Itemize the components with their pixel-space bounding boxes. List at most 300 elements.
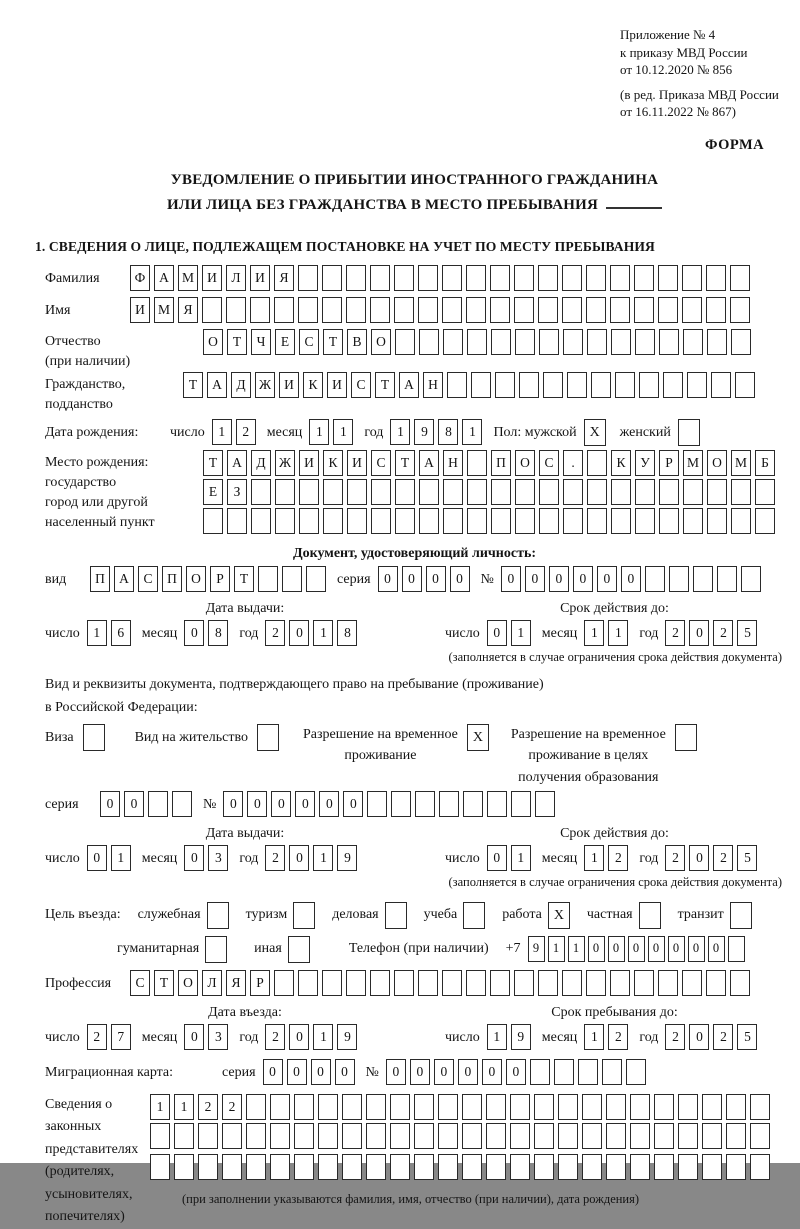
- char-cell[interactable]: [538, 297, 558, 323]
- char-cell[interactable]: Ф: [130, 265, 150, 291]
- char-cell[interactable]: С: [138, 566, 158, 592]
- edu-permit-checkbox[interactable]: [675, 724, 697, 751]
- char-cell[interactable]: [322, 265, 342, 291]
- char-cell[interactable]: 2: [713, 620, 733, 646]
- char-cell[interactable]: 0: [100, 791, 120, 817]
- humanitarian-checkbox[interactable]: [205, 936, 227, 963]
- char-cell[interactable]: П: [162, 566, 182, 592]
- char-cell[interactable]: О: [371, 329, 391, 355]
- char-cell[interactable]: [174, 1123, 194, 1149]
- char-cell[interactable]: [258, 566, 278, 592]
- char-cell[interactable]: [390, 1123, 410, 1149]
- char-cell[interactable]: 0: [501, 566, 521, 592]
- char-cell[interactable]: [563, 508, 583, 534]
- char-cell[interactable]: 0: [597, 566, 617, 592]
- char-cell[interactable]: О: [186, 566, 206, 592]
- char-cell[interactable]: [578, 1059, 598, 1085]
- char-cell[interactable]: [490, 970, 510, 996]
- char-cell[interactable]: 0: [343, 791, 363, 817]
- char-cell[interactable]: [606, 1123, 626, 1149]
- char-cell[interactable]: [323, 479, 343, 505]
- char-cell[interactable]: [538, 265, 558, 291]
- char-cell[interactable]: 3: [208, 1024, 228, 1050]
- char-cell[interactable]: О: [178, 970, 198, 996]
- char-cell[interactable]: [730, 297, 750, 323]
- char-cell[interactable]: А: [227, 450, 247, 476]
- char-cell[interactable]: 2: [665, 845, 685, 871]
- char-cell[interactable]: О: [203, 329, 223, 355]
- char-cell[interactable]: [491, 508, 511, 534]
- char-cell[interactable]: [203, 508, 223, 534]
- char-cell[interactable]: [250, 297, 270, 323]
- char-cell[interactable]: [630, 1154, 650, 1180]
- char-cell[interactable]: 0: [608, 936, 625, 962]
- char-cell[interactable]: [702, 1094, 722, 1120]
- char-cell[interactable]: [275, 479, 295, 505]
- char-cell[interactable]: [510, 1094, 530, 1120]
- char-cell[interactable]: Л: [202, 970, 222, 996]
- char-cell[interactable]: 0: [628, 936, 645, 962]
- char-cell[interactable]: [717, 566, 737, 592]
- transit-checkbox[interactable]: [730, 902, 752, 929]
- char-cell[interactable]: 0: [482, 1059, 502, 1085]
- char-cell[interactable]: Е: [203, 479, 223, 505]
- char-cell[interactable]: [538, 970, 558, 996]
- char-cell[interactable]: [731, 479, 751, 505]
- char-cell[interactable]: А: [154, 265, 174, 291]
- char-cell[interactable]: 1: [584, 845, 604, 871]
- char-cell[interactable]: Ч: [251, 329, 271, 355]
- char-cell[interactable]: 0: [588, 936, 605, 962]
- char-cell[interactable]: [586, 265, 606, 291]
- char-cell[interactable]: [439, 791, 459, 817]
- char-cell[interactable]: [582, 1094, 602, 1120]
- char-cell[interactable]: [270, 1094, 290, 1120]
- char-cell[interactable]: 0: [271, 791, 291, 817]
- char-cell[interactable]: [394, 297, 414, 323]
- char-cell[interactable]: [539, 479, 559, 505]
- char-cell[interactable]: 1: [548, 936, 565, 962]
- char-cell[interactable]: 5: [737, 845, 757, 871]
- char-cell[interactable]: [172, 791, 192, 817]
- char-cell[interactable]: [678, 1154, 698, 1180]
- char-cell[interactable]: И: [250, 265, 270, 291]
- char-cell[interactable]: 8: [337, 620, 357, 646]
- char-cell[interactable]: Т: [395, 450, 415, 476]
- char-cell[interactable]: [706, 970, 726, 996]
- char-cell[interactable]: Н: [423, 372, 443, 398]
- char-cell[interactable]: [587, 508, 607, 534]
- char-cell[interactable]: [495, 372, 515, 398]
- char-cell[interactable]: [750, 1123, 770, 1149]
- char-cell[interactable]: [755, 508, 775, 534]
- char-cell[interactable]: [658, 265, 678, 291]
- char-cell[interactable]: Б: [755, 450, 775, 476]
- char-cell[interactable]: [471, 372, 491, 398]
- char-cell[interactable]: [222, 1154, 242, 1180]
- char-cell[interactable]: Я: [274, 265, 294, 291]
- char-cell[interactable]: 2: [222, 1094, 242, 1120]
- char-cell[interactable]: [419, 479, 439, 505]
- char-cell[interactable]: 0: [525, 566, 545, 592]
- char-cell[interactable]: [370, 265, 390, 291]
- char-cell[interactable]: [587, 450, 607, 476]
- char-cell[interactable]: [639, 372, 659, 398]
- char-cell[interactable]: [731, 508, 751, 534]
- other-checkbox[interactable]: [288, 936, 310, 963]
- char-cell[interactable]: [615, 372, 635, 398]
- char-cell[interactable]: [414, 1094, 434, 1120]
- char-cell[interactable]: [711, 372, 731, 398]
- char-cell[interactable]: 0: [295, 791, 315, 817]
- char-cell[interactable]: [275, 508, 295, 534]
- char-cell[interactable]: [366, 1094, 386, 1120]
- char-cell[interactable]: 9: [511, 1024, 531, 1050]
- char-cell[interactable]: Е: [275, 329, 295, 355]
- char-cell[interactable]: [755, 479, 775, 505]
- char-cell[interactable]: 0: [410, 1059, 430, 1085]
- char-cell[interactable]: [491, 329, 511, 355]
- char-cell[interactable]: С: [130, 970, 150, 996]
- char-cell[interactable]: [318, 1123, 338, 1149]
- char-cell[interactable]: 1: [313, 845, 333, 871]
- char-cell[interactable]: [611, 479, 631, 505]
- char-cell[interactable]: [658, 970, 678, 996]
- char-cell[interactable]: 1: [111, 845, 131, 871]
- char-cell[interactable]: [726, 1154, 746, 1180]
- char-cell[interactable]: 2: [87, 1024, 107, 1050]
- char-cell[interactable]: 0: [708, 936, 725, 962]
- char-cell[interactable]: [490, 297, 510, 323]
- char-cell[interactable]: [467, 508, 487, 534]
- char-cell[interactable]: К: [323, 450, 343, 476]
- char-cell[interactable]: 0: [386, 1059, 406, 1085]
- char-cell[interactable]: 0: [335, 1059, 355, 1085]
- char-cell[interactable]: М: [731, 450, 751, 476]
- char-cell[interactable]: [366, 1154, 386, 1180]
- char-cell[interactable]: [682, 297, 702, 323]
- char-cell[interactable]: И: [347, 450, 367, 476]
- char-cell[interactable]: [514, 265, 534, 291]
- char-cell[interactable]: 8: [438, 419, 458, 445]
- char-cell[interactable]: Ж: [275, 450, 295, 476]
- char-cell[interactable]: 1: [87, 620, 107, 646]
- char-cell[interactable]: [634, 970, 654, 996]
- char-cell[interactable]: 1: [390, 419, 410, 445]
- char-cell[interactable]: [683, 329, 703, 355]
- char-cell[interactable]: [274, 297, 294, 323]
- char-cell[interactable]: 1: [608, 620, 628, 646]
- char-cell[interactable]: [198, 1123, 218, 1149]
- char-cell[interactable]: Я: [178, 297, 198, 323]
- char-cell[interactable]: [462, 1154, 482, 1180]
- char-cell[interactable]: [246, 1123, 266, 1149]
- char-cell[interactable]: 0: [426, 566, 446, 592]
- char-cell[interactable]: 0: [434, 1059, 454, 1085]
- char-cell[interactable]: [706, 265, 726, 291]
- char-cell[interactable]: [395, 479, 415, 505]
- char-cell[interactable]: [274, 970, 294, 996]
- char-cell[interactable]: [419, 508, 439, 534]
- char-cell[interactable]: 2: [265, 620, 285, 646]
- char-cell[interactable]: [611, 329, 631, 355]
- char-cell[interactable]: [150, 1154, 170, 1180]
- char-cell[interactable]: [486, 1123, 506, 1149]
- char-cell[interactable]: [394, 265, 414, 291]
- char-cell[interactable]: 1: [511, 620, 531, 646]
- char-cell[interactable]: [443, 508, 463, 534]
- char-cell[interactable]: Р: [659, 450, 679, 476]
- char-cell[interactable]: [395, 508, 415, 534]
- char-cell[interactable]: [602, 1059, 622, 1085]
- char-cell[interactable]: [678, 1123, 698, 1149]
- char-cell[interactable]: 0: [689, 845, 709, 871]
- char-cell[interactable]: [346, 265, 366, 291]
- char-cell[interactable]: [294, 1154, 314, 1180]
- char-cell[interactable]: 0: [648, 936, 665, 962]
- char-cell[interactable]: [443, 329, 463, 355]
- char-cell[interactable]: [148, 791, 168, 817]
- char-cell[interactable]: 0: [124, 791, 144, 817]
- char-cell[interactable]: 0: [487, 845, 507, 871]
- char-cell[interactable]: [418, 297, 438, 323]
- char-cell[interactable]: [438, 1123, 458, 1149]
- char-cell[interactable]: [370, 297, 390, 323]
- char-cell[interactable]: Т: [234, 566, 254, 592]
- char-cell[interactable]: [682, 970, 702, 996]
- char-cell[interactable]: [371, 479, 391, 505]
- char-cell[interactable]: [563, 479, 583, 505]
- char-cell[interactable]: [226, 297, 246, 323]
- char-cell[interactable]: Т: [183, 372, 203, 398]
- char-cell[interactable]: [543, 372, 563, 398]
- char-cell[interactable]: [514, 970, 534, 996]
- char-cell[interactable]: 2: [265, 845, 285, 871]
- char-cell[interactable]: С: [299, 329, 319, 355]
- char-cell[interactable]: [466, 297, 486, 323]
- residence-permit-checkbox[interactable]: [257, 724, 279, 751]
- char-cell[interactable]: [150, 1123, 170, 1149]
- char-cell[interactable]: З: [227, 479, 247, 505]
- char-cell[interactable]: [299, 508, 319, 534]
- char-cell[interactable]: [347, 508, 367, 534]
- char-cell[interactable]: [587, 479, 607, 505]
- char-cell[interactable]: [202, 297, 222, 323]
- char-cell[interactable]: [467, 329, 487, 355]
- char-cell[interactable]: [366, 1123, 386, 1149]
- char-cell[interactable]: Т: [227, 329, 247, 355]
- char-cell[interactable]: Д: [251, 450, 271, 476]
- char-cell[interactable]: [630, 1123, 650, 1149]
- char-cell[interactable]: К: [611, 450, 631, 476]
- char-cell[interactable]: [728, 936, 745, 962]
- char-cell[interactable]: [534, 1123, 554, 1149]
- char-cell[interactable]: [687, 372, 707, 398]
- char-cell[interactable]: А: [207, 372, 227, 398]
- char-cell[interactable]: И: [299, 450, 319, 476]
- char-cell[interactable]: 2: [713, 1024, 733, 1050]
- sex-female-checkbox[interactable]: [678, 419, 700, 446]
- char-cell[interactable]: [298, 970, 318, 996]
- business-checkbox[interactable]: [385, 902, 407, 929]
- char-cell[interactable]: [634, 265, 654, 291]
- char-cell[interactable]: [683, 508, 703, 534]
- char-cell[interactable]: [611, 508, 631, 534]
- char-cell[interactable]: 0: [184, 1024, 204, 1050]
- char-cell[interactable]: 1: [313, 620, 333, 646]
- char-cell[interactable]: 1: [584, 620, 604, 646]
- char-cell[interactable]: 0: [247, 791, 267, 817]
- char-cell[interactable]: 5: [737, 620, 757, 646]
- char-cell[interactable]: П: [90, 566, 110, 592]
- char-cell[interactable]: 0: [450, 566, 470, 592]
- char-cell[interactable]: [342, 1094, 362, 1120]
- char-cell[interactable]: [730, 970, 750, 996]
- char-cell[interactable]: Л: [226, 265, 246, 291]
- char-cell[interactable]: [558, 1154, 578, 1180]
- char-cell[interactable]: [654, 1094, 674, 1120]
- char-cell[interactable]: В: [347, 329, 367, 355]
- char-cell[interactable]: [227, 508, 247, 534]
- char-cell[interactable]: [562, 265, 582, 291]
- char-cell[interactable]: [299, 479, 319, 505]
- char-cell[interactable]: [347, 479, 367, 505]
- char-cell[interactable]: 1: [568, 936, 585, 962]
- char-cell[interactable]: [630, 1094, 650, 1120]
- char-cell[interactable]: 1: [511, 845, 531, 871]
- char-cell[interactable]: [390, 1094, 410, 1120]
- char-cell[interactable]: [222, 1123, 242, 1149]
- char-cell[interactable]: [511, 791, 531, 817]
- char-cell[interactable]: [462, 1123, 482, 1149]
- char-cell[interactable]: [367, 791, 387, 817]
- char-cell[interactable]: [678, 1094, 698, 1120]
- char-cell[interactable]: [514, 297, 534, 323]
- char-cell[interactable]: [294, 1094, 314, 1120]
- study-checkbox[interactable]: [463, 902, 485, 929]
- char-cell[interactable]: [562, 970, 582, 996]
- char-cell[interactable]: [515, 508, 535, 534]
- char-cell[interactable]: [391, 791, 411, 817]
- char-cell[interactable]: 0: [688, 936, 705, 962]
- char-cell[interactable]: [306, 566, 326, 592]
- char-cell[interactable]: А: [419, 450, 439, 476]
- char-cell[interactable]: [443, 479, 463, 505]
- char-cell[interactable]: [491, 479, 511, 505]
- char-cell[interactable]: [558, 1123, 578, 1149]
- char-cell[interactable]: Т: [154, 970, 174, 996]
- char-cell[interactable]: [567, 372, 587, 398]
- char-cell[interactable]: [246, 1154, 266, 1180]
- char-cell[interactable]: С: [351, 372, 371, 398]
- char-cell[interactable]: [534, 1154, 554, 1180]
- char-cell[interactable]: 0: [549, 566, 569, 592]
- tourism-checkbox[interactable]: [293, 902, 315, 929]
- char-cell[interactable]: [606, 1154, 626, 1180]
- char-cell[interactable]: 9: [414, 419, 434, 445]
- char-cell[interactable]: [707, 508, 727, 534]
- char-cell[interactable]: [466, 265, 486, 291]
- char-cell[interactable]: М: [683, 450, 703, 476]
- char-cell[interactable]: [731, 329, 751, 355]
- char-cell[interactable]: 2: [665, 1024, 685, 1050]
- char-cell[interactable]: 1: [462, 419, 482, 445]
- char-cell[interactable]: 0: [506, 1059, 526, 1085]
- char-cell[interactable]: 0: [263, 1059, 283, 1085]
- char-cell[interactable]: 9: [337, 845, 357, 871]
- char-cell[interactable]: 0: [223, 791, 243, 817]
- char-cell[interactable]: [702, 1123, 722, 1149]
- char-cell[interactable]: [582, 1154, 602, 1180]
- work-checkbox[interactable]: X: [548, 902, 570, 929]
- char-cell[interactable]: [563, 329, 583, 355]
- char-cell[interactable]: [659, 329, 679, 355]
- char-cell[interactable]: [370, 970, 390, 996]
- char-cell[interactable]: [707, 479, 727, 505]
- char-cell[interactable]: [539, 329, 559, 355]
- char-cell[interactable]: 0: [289, 620, 309, 646]
- char-cell[interactable]: 1: [584, 1024, 604, 1050]
- char-cell[interactable]: И: [279, 372, 299, 398]
- char-cell[interactable]: [463, 791, 483, 817]
- char-cell[interactable]: [442, 265, 462, 291]
- char-cell[interactable]: [750, 1154, 770, 1180]
- char-cell[interactable]: К: [303, 372, 323, 398]
- temp-permit-checkbox[interactable]: X: [467, 724, 489, 751]
- char-cell[interactable]: С: [539, 450, 559, 476]
- char-cell[interactable]: Р: [210, 566, 230, 592]
- char-cell[interactable]: [395, 329, 415, 355]
- char-cell[interactable]: [486, 1094, 506, 1120]
- char-cell[interactable]: 0: [289, 845, 309, 871]
- char-cell[interactable]: [726, 1123, 746, 1149]
- char-cell[interactable]: [342, 1154, 362, 1180]
- char-cell[interactable]: 0: [689, 1024, 709, 1050]
- char-cell[interactable]: [610, 970, 630, 996]
- char-cell[interactable]: [515, 479, 535, 505]
- char-cell[interactable]: [519, 372, 539, 398]
- char-cell[interactable]: [750, 1094, 770, 1120]
- char-cell[interactable]: [466, 970, 486, 996]
- char-cell[interactable]: [371, 508, 391, 534]
- char-cell[interactable]: [346, 970, 366, 996]
- char-cell[interactable]: [663, 372, 683, 398]
- char-cell[interactable]: [635, 508, 655, 534]
- char-cell[interactable]: [251, 479, 271, 505]
- char-cell[interactable]: [610, 297, 630, 323]
- char-cell[interactable]: М: [178, 265, 198, 291]
- char-cell[interactable]: [726, 1094, 746, 1120]
- char-cell[interactable]: [702, 1154, 722, 1180]
- char-cell[interactable]: [682, 265, 702, 291]
- char-cell[interactable]: [654, 1123, 674, 1149]
- char-cell[interactable]: 2: [608, 1024, 628, 1050]
- char-cell[interactable]: 8: [208, 620, 228, 646]
- char-cell[interactable]: [322, 297, 342, 323]
- char-cell[interactable]: 0: [184, 845, 204, 871]
- char-cell[interactable]: [342, 1123, 362, 1149]
- char-cell[interactable]: [298, 265, 318, 291]
- char-cell[interactable]: [174, 1154, 194, 1180]
- char-cell[interactable]: [586, 297, 606, 323]
- char-cell[interactable]: [246, 1094, 266, 1120]
- char-cell[interactable]: А: [114, 566, 134, 592]
- char-cell[interactable]: [562, 297, 582, 323]
- char-cell[interactable]: [591, 372, 611, 398]
- char-cell[interactable]: 0: [311, 1059, 331, 1085]
- char-cell[interactable]: 1: [333, 419, 353, 445]
- char-cell[interactable]: [654, 1154, 674, 1180]
